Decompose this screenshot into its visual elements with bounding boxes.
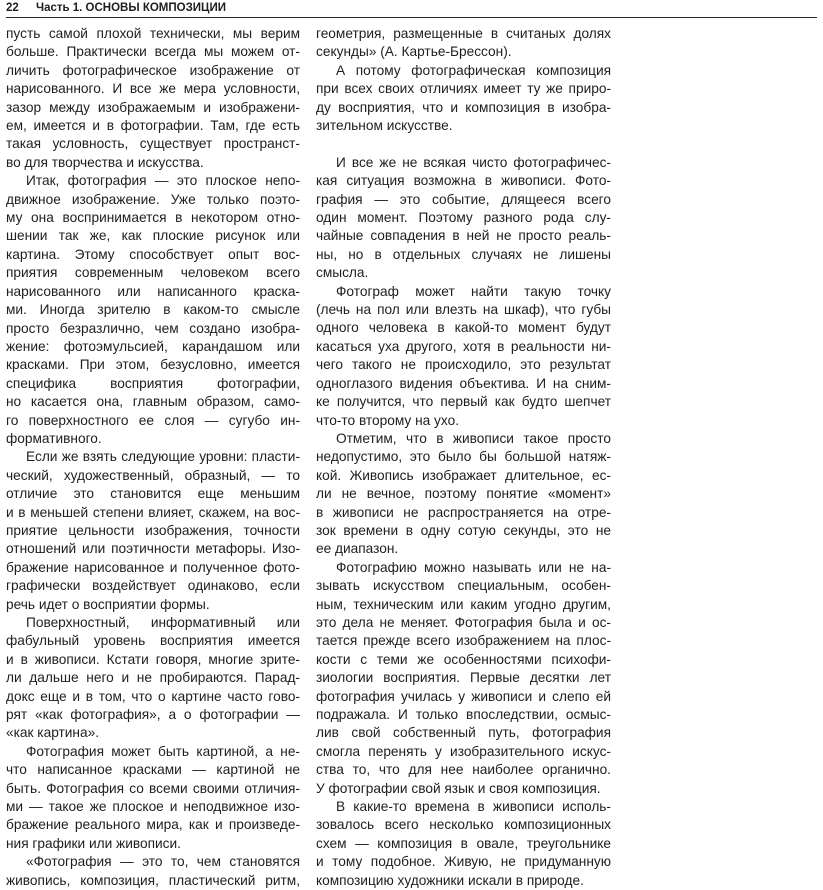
text-line: ства то, что для нее наиболее органично. [316, 762, 611, 778]
text-line: зазор между изображаемым и изображени- [6, 99, 300, 115]
text-line: ли не вечное, поэтому понятие «момент» [316, 486, 611, 502]
text-line: ке получится, что первый как будто шепчет [316, 394, 611, 410]
text-line: геометрия, размещенные в считаных долях [316, 26, 611, 41]
text-line: во для творчества и искусства. [6, 154, 204, 170]
text-line: кая ситуация возможна в живописи. Фото- [316, 173, 611, 189]
paragraph-gap [316, 135, 611, 153]
text-line: картина. Этому способствует опыт вос- [6, 246, 300, 262]
text-line: бражение нарисованное и полученное фото- [6, 559, 300, 575]
text-line: ми — такое же плоское и неподвижное изо- [6, 799, 300, 815]
text-line: такая условность, существует пространст- [6, 136, 300, 152]
running-head [6, 0, 817, 18]
text-line: ли дальше него и не пробираются. Парад- [6, 670, 300, 686]
section-title: Часть 1. ОСНОВЫ КОМПОЗИЦИИ [36, 2, 226, 14]
text-line: больше. Практически всегда мы можем от- [6, 44, 300, 60]
text-line: зывать искусством специальным, особен- [316, 578, 611, 594]
text-line: смогла перенять у изобразительного искус- [316, 743, 611, 759]
text-line: и в меньшей степени влияет, скажем, на вос- [6, 504, 300, 520]
text-line: ду восприятия, что и композиция в изобра- [316, 99, 611, 115]
text-column-left [6, 25, 300, 890]
page-number: 22 [6, 2, 19, 14]
text-line: зиологии восприятия. Первые десятки лет [316, 670, 611, 686]
text-line: ем, имеется и в фотографии. Там, где есть [6, 118, 300, 134]
text-line: ми. Иногда зрителю в каком-то смысле [6, 302, 300, 318]
text-line: касаться уха другого, хотя в реальности ни- [316, 338, 611, 354]
text-line: просто безразлично, чем создано изобра- [6, 320, 300, 336]
text-line: нарисованного или написанного краска- [6, 283, 300, 299]
text-line: и в живописи. Кстати говоря, многие зрите- [6, 651, 300, 667]
text-line: ным, техническим или каким угодно другим, [316, 596, 611, 612]
text-line: ческий, художественный, образный, — то [6, 467, 300, 483]
text-line: специфика восприятия фотографии, [6, 375, 300, 391]
text-line: графически воздействует одинаково, если [6, 578, 300, 594]
text-line: Отметим, что в живописи такое просто [336, 430, 611, 446]
text-line: это дела не меняет. Фотография была и ос- [316, 614, 611, 630]
text-line: один момент. Поэтому разного рода слу- [316, 210, 611, 226]
text-line: схем — композиция в овале, треугольнике [316, 835, 611, 851]
text-line: живопись, композиция, пластический ритм, [6, 872, 300, 888]
text-line: графия — это событие, длящееся всего [316, 191, 611, 207]
text-column-right [316, 25, 611, 890]
text-line: докс еще и в том, что о картине часто гово- [6, 688, 300, 704]
text-line: Если же взять следующие уровни: пласти- [26, 449, 300, 465]
text-line: нарисованного. И все же мера условности, [6, 81, 300, 97]
text-line: кости с теми же особенностями психофи- [316, 651, 611, 667]
text-line: ее диапазон. [316, 541, 399, 557]
text-line: при всех своих отличиях имеет ту же приро- [316, 81, 611, 97]
text-line: му она воспринимается в некотором отно- [6, 210, 300, 226]
text-line: зовалось всего несколько композиционных [316, 817, 611, 833]
text-line: смысла. [316, 265, 369, 281]
text-line: речь идет о восприятии формы. [6, 596, 210, 612]
text-line: ны, но в отдельных случаях не лишены [316, 246, 611, 262]
text-line: приятия современным человеком всего [6, 265, 300, 281]
text-line: тается прежде всего изображением на плос- [316, 633, 611, 649]
text-line: У фотографии свой язык и своя композиция. [316, 780, 601, 796]
text-line: ния графики или живописи. [6, 835, 181, 851]
text-line: В какие-то времена в живописи исполь- [336, 799, 611, 815]
text-line: лив свой собственный путь, фотография [316, 725, 611, 741]
text-line: одного человека в какой-то момент будут [316, 320, 611, 336]
text-line: пусть самой плохой технически, мы верим [6, 26, 300, 41]
text-line: фотография училась у живописи и слепо ей [316, 688, 611, 704]
text-line: быть. Фотография со всеми своими отличия- [6, 780, 300, 796]
text-line: Поверхностный, информативный или [26, 615, 300, 630]
text-line: недопустимо, это было бы большой натяж- [316, 449, 611, 465]
text-line: движное изображение. Уже только поэто- [6, 191, 300, 207]
text-line: фабульный уровень восприятия имеется [6, 633, 300, 649]
text-line: чего такого не происходило, это результат [316, 357, 611, 373]
text-line: зительном искусстве. [316, 118, 453, 134]
text-line: отличие это становится еще меньшим [6, 486, 300, 502]
text-line: Фотографию можно называть или не на- [336, 559, 611, 575]
text-line: бражение реального мира, как и произведе- [6, 817, 300, 833]
text-line: (лечь на пол или влезть на шкаф), что губы [316, 302, 611, 318]
text-line: композицию художники искали в природе. [316, 872, 584, 888]
text-line: в живописи не распространяется на отре- [316, 504, 611, 520]
text-line: «Фотография — это то, чем становятся [26, 854, 300, 870]
text-line: формативного. [6, 430, 102, 446]
text-line: Фотограф может найти такую точку [336, 283, 611, 299]
text-line: шении так же, как плоские рисунок или [6, 228, 300, 244]
text-line: личить фотографическое изображение от [6, 62, 300, 78]
text-line: го поверхностного ее слоя — сугубо ин- [6, 412, 300, 428]
text-line: красками. При этом, безусловно, имеется [6, 357, 300, 373]
text-line: кой. Живопись изображает длительное, ес- [316, 467, 611, 483]
text-line: отношений или поэтичности метафоры. Изо- [6, 541, 300, 557]
text-line: и тому подобное. Живую, не придуманную [316, 854, 611, 870]
text-line: И все же не всякая чисто фотографичес- [336, 154, 611, 170]
text-line: Фотография может быть картиной, а не- [26, 743, 300, 759]
text-line: Итак, фотография — это плоское непо- [26, 173, 300, 189]
text-line: чайные совпадения в ней не просто реаль- [316, 228, 611, 244]
text-line: что написанное красками — картиной не [6, 762, 300, 778]
text-line: рят «как фотография», а о фотографии — [6, 707, 300, 723]
text-line: но касается она, главным образом, само- [6, 394, 300, 410]
text-line: что-то второму на ухо. [316, 412, 460, 428]
text-line: «как картина». [6, 725, 100, 741]
text-line: А потому фотографическая композиция [336, 62, 611, 78]
text-line: зок времени в одну сотую секунды, это не [316, 522, 611, 538]
text-line: секунды» (А. Картье-Брессон). [316, 44, 512, 60]
text-line: подражала. И только впоследствии, осмыс- [316, 707, 611, 723]
text-line: приятие цельности изображения, точности [6, 522, 300, 538]
text-line: жение: фотоэмульсией, карандашом или [6, 338, 300, 354]
text-line: одноглазого видения объектива. И на сним- [316, 375, 611, 391]
